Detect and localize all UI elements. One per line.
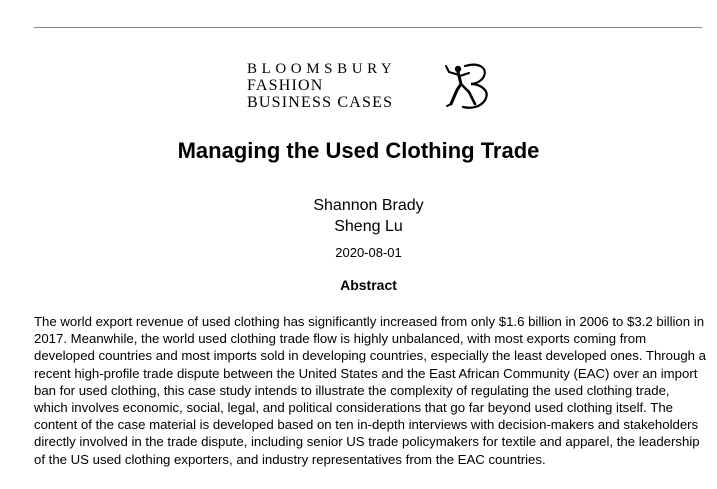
bloomsbury-dancer-logo-icon xyxy=(445,60,493,112)
abstract-heading: Abstract xyxy=(340,277,397,293)
top-divider xyxy=(34,27,702,28)
logo-text-line-1: BLOOMSBURY xyxy=(247,61,397,77)
publication-date: 2020-08-01 xyxy=(335,245,402,260)
publisher-logo xyxy=(247,60,507,116)
author-name: Shannon Brady xyxy=(313,197,424,214)
document-title: Managing the Used Clothing Trade xyxy=(177,138,540,163)
abstract-text: The world export revenue of used clothing has significantly increased from only $1.6 billion in 2006 to $3.2 billion in 2017. Meanwhile, the world used clothing trade flow is highly unbalanced, with most exports coming from developed countries and most imports sold in developing countries, especially the least developed ones. Through a recent high-profile trade dispute between the United States and the East African Community (EAC) over an import ban for used clothing, this case study intends to illustrate the complexity of regulating the used clothing trade, which involves economic, social, legal, and political considerations that go far beyond used clothing itself. The content of the case material is developed based on ten in-depth interviews with decision-makers and stakeholders directly involved in the trade dispute, including senior US trade policymakers for textile and apparel, the leadership of the US used clothing exporters, and industry representatives from the EAC countries. xyxy=(34,314,707,467)
author-name: Sheng Lu xyxy=(334,218,403,235)
logo-text-line-3: BUSINESS CASES xyxy=(247,94,394,111)
logo-text-line-2: FASHION xyxy=(247,77,324,94)
